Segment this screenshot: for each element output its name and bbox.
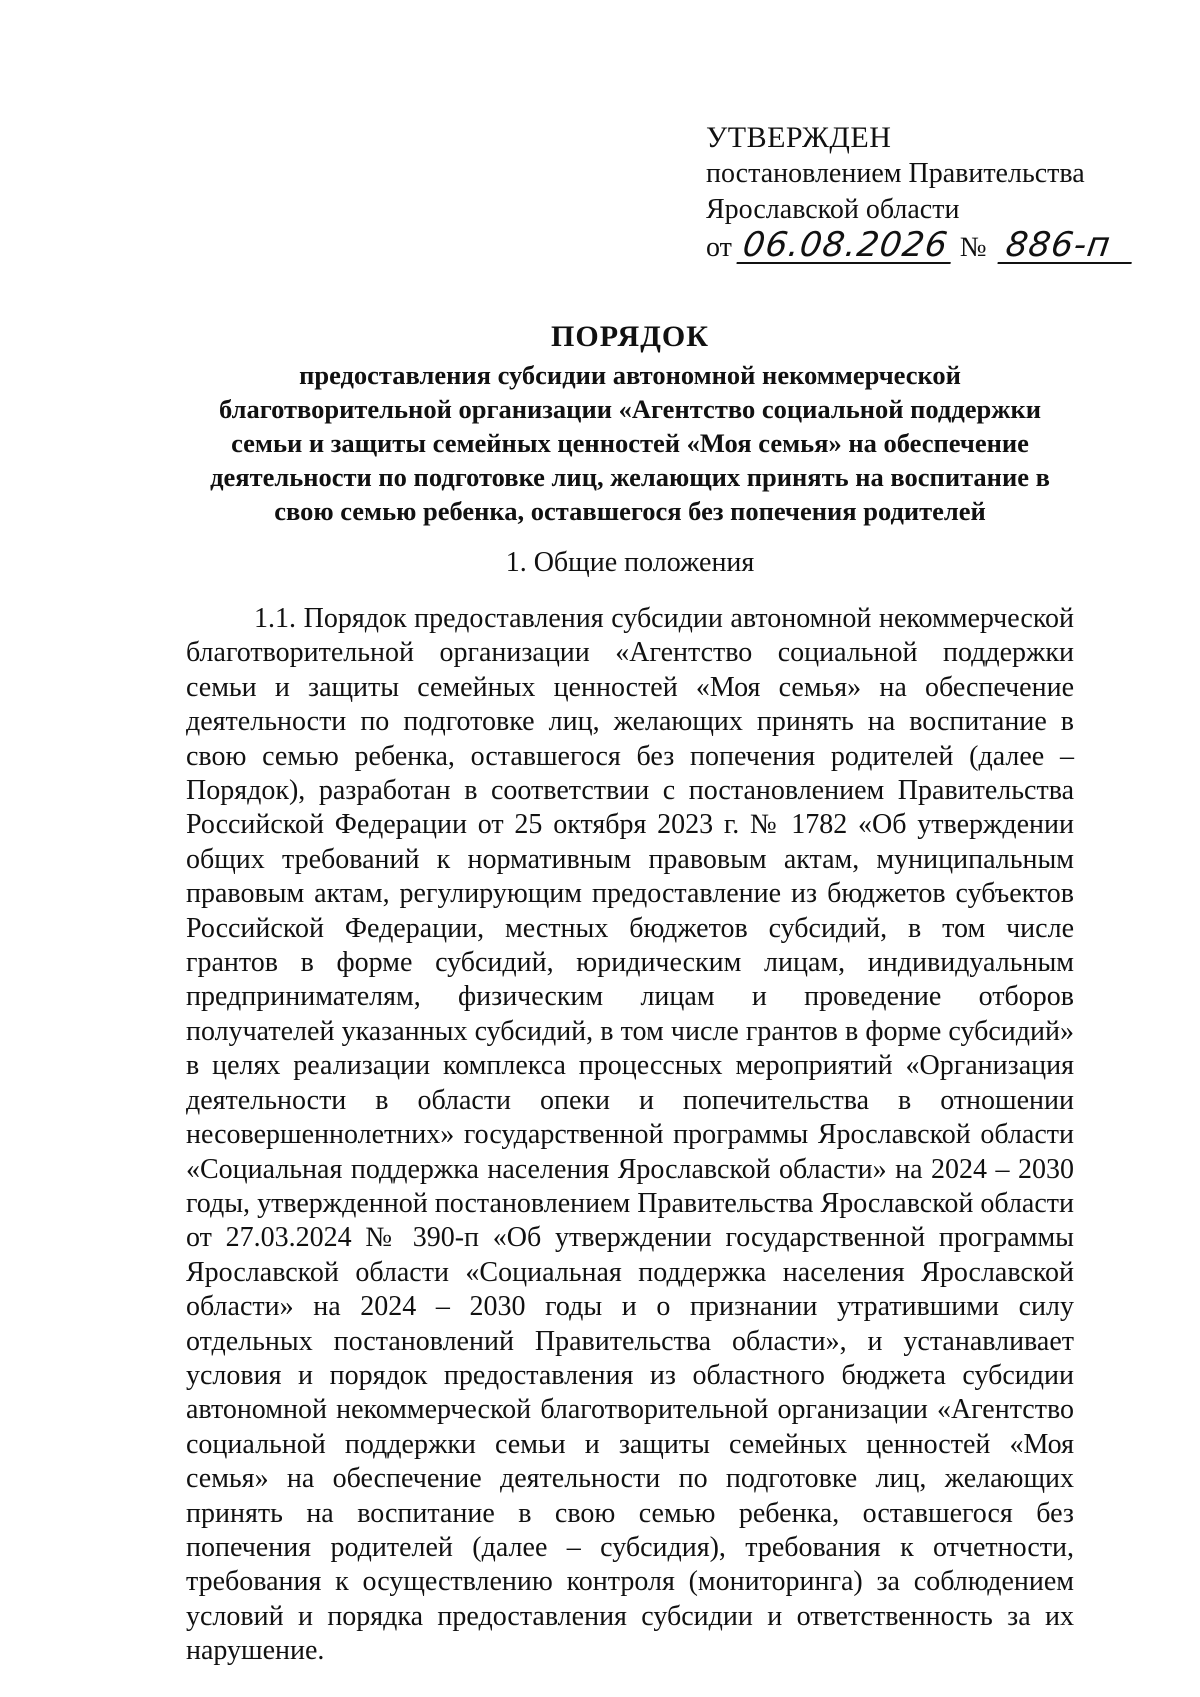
handwritten-date: 06.08.2026	[736, 228, 955, 264]
title-main: ПОРЯДОК	[551, 320, 709, 353]
handwritten-number: 886-п	[997, 228, 1136, 264]
paragraph-1-1: 1.1. Порядок предоставления субсидии автономной некоммерческой благотворительной организации «Агентство социальной поддержки семьи и защиты семейных ценностей «Моя семья» на обеспечение деятельности по подготовке лиц, желающих принять на воспитание в свою семью ребенка, оставшегося без попечения родителей (далее – Порядок), разработан в соответствии с постановлением Правительства Российской Федерации от 25 октября 2023 г. № 1782 «Об утверждении общих требований к нормативным правовым актам, муниципальным правовым актам, регулирующим предоставление из бюджетов субъектов Российской Федерации, местных бюджетов субсидий, в том числе грантов в форме субсидий, юридическим лицам, индивидуальным предпринимателям, физическим лицам и проведение отборов получателей указанных субсидий, в том числе грантов в форме субсидий» в целях реализации комплекса процессных мероприятий «Организация деятельности в области опеки и попечительства в отношении несовершеннолетних» государственной программы Ярославской области «Социальная поддержка населения Ярославской области» на 2024 – 2030 годы, утвержденной постановлением Правительства Ярославской области от 27.03.2024 № 390-п «Об утверждении государственной программы Ярославской области «Социальная поддержка населения Ярославской области» на 2024 – 2030 годы и о признании утратившими силу отдельных постановлений Правительства области», и устанавливает условия и порядок предоставления из областного бюджета субсидии автономной некоммерческой благотворительной организации «Агентство социальной поддержки семьи и защиты семейных ценностей «Моя семья» на обеспечение деятельности по подготовке лиц, желающих принять на воспитание в свою семью ребенка, оставшегося без попечения родителей (далее – субсидия), требования к отчетности, требования к осуществлению контроля (мониторинга) за соблюдением условий и порядка предоставления субсидии и ответственность за их нарушение.	[186, 603, 1074, 1667]
date-prefix: от	[706, 232, 732, 263]
title-subtitle: предоставления субсидии автономной некоммерческой благотворительной организации «Агентство социальной поддержки семьи и защиты семейных ценностей «Моя семья» на обеспечение деятельности по подготовке лиц, желающих принять на воспитание в свою семью ребенка, оставшегося без попечения родителей	[210, 360, 1050, 526]
approval-line-1: постановлением Правительства	[706, 158, 1085, 189]
approval-date-line	[706, 225, 1134, 266]
approval-line-2: Ярославской области	[706, 194, 960, 225]
document-title	[190, 318, 1070, 528]
section-heading: 1. Общие положения	[505, 547, 755, 578]
approval-stamp	[706, 120, 1134, 266]
number-prefix: №	[959, 232, 987, 263]
approval-title: УТВЕРЖДЕН	[706, 121, 892, 154]
